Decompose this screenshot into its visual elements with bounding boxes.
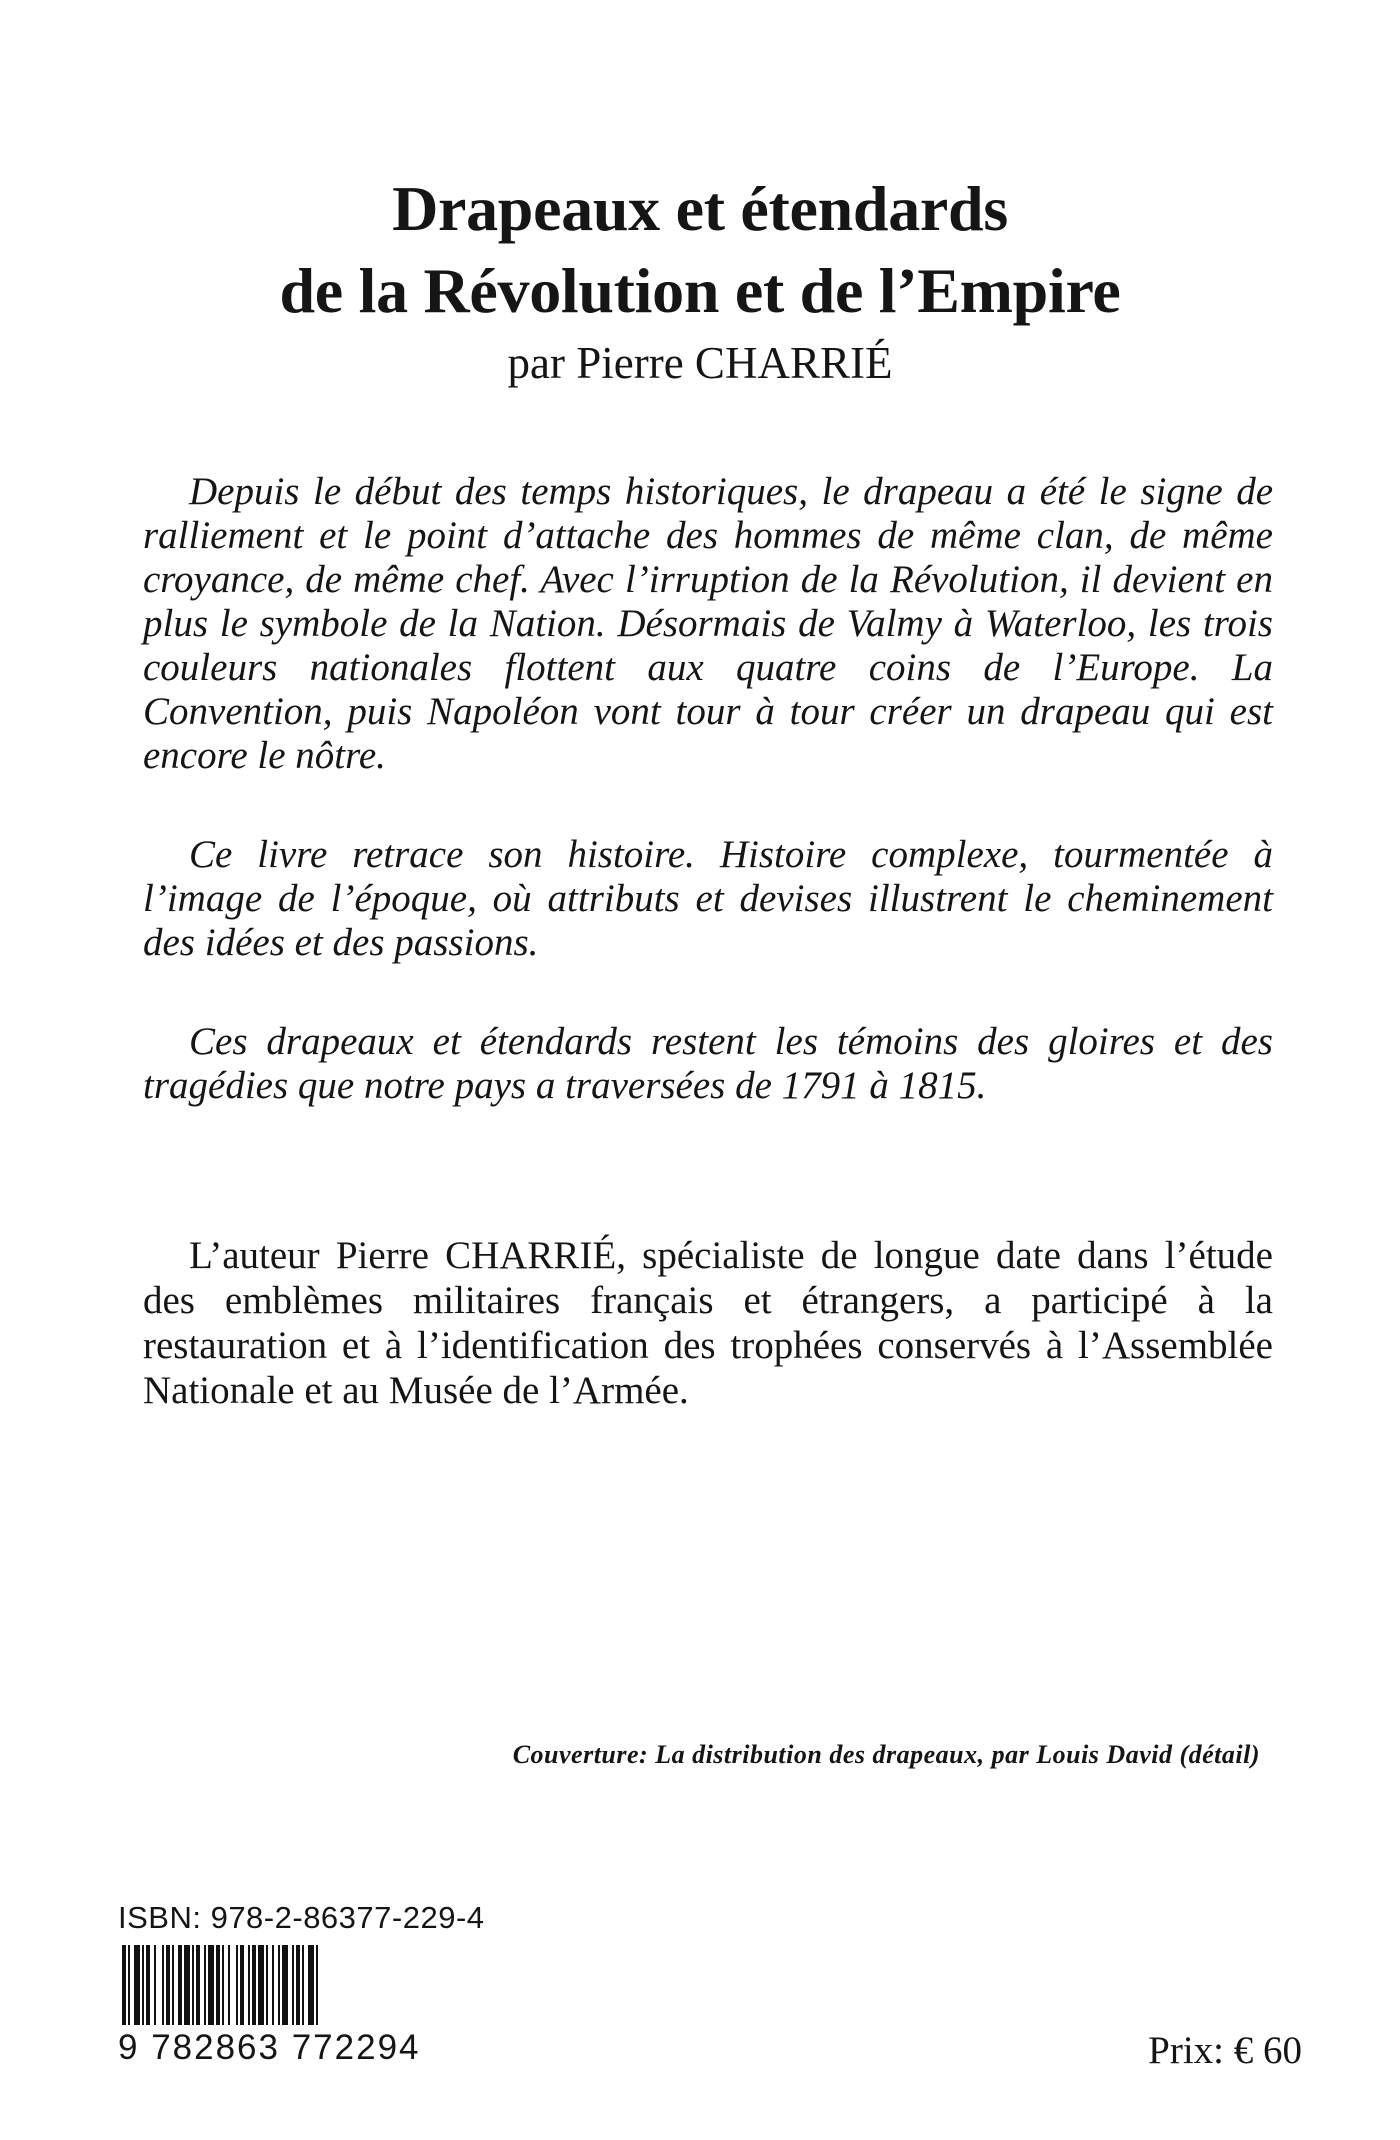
barcode-bar: [208, 1945, 214, 2025]
barcode-bar: [222, 1945, 224, 2025]
barcode-bar: [292, 1945, 294, 2025]
barcode-bar: [178, 1945, 182, 2025]
blurb-text-1: Depuis le début des temps historiques, le drapeau a été le signe de ralliement et le point d’attache des hommes de même clan, de même croyance, de même chef. Avec l’irruption de la Révolution, il devient en plus le symbole de la Nation. Désormais de Valmy à Waterloo, les trois couleurs nationales flottent aux quatre coins de l’Europe. La Convention, puis Napoléon vont tour à tour créer un drapeau qui est encore le nôtre.: [143, 470, 1273, 777]
barcode-bar: [282, 1945, 288, 2025]
blurb-paragraph-2: [143, 833, 1273, 965]
book-title-line-1: Drapeaux et étendards: [392, 173, 1008, 244]
barcode-bar: [162, 1945, 164, 2025]
author-bio-text: L’auteur Pierre CHARRIÉ, spécialiste de longue date dans l’étude des emblèmes militaires français et étrangers, a participé à la restauration et à l’identification des trophées conservés à l’Assemblée Nationale et au Musée de l’Armée.: [143, 1234, 1273, 1412]
barcode-bar: [172, 1945, 174, 2025]
blurb-text-3: Ces drapeaux et étendards restent les témoins des gloires et des tragédies que notre pays a traversées de 1791 à 1815.: [143, 1020, 1273, 1107]
barcode-image: [118, 1945, 428, 2025]
isbn-label: ISBN: 978-2-86377-229-4: [118, 1900, 485, 1935]
barcode-bar: [278, 1945, 280, 2025]
blurb-paragraph-3: [143, 1020, 1273, 1108]
barcode-bar: [308, 1945, 314, 2025]
barcode-bar: [154, 1945, 156, 2025]
author-byline: par Pierre CHARRIÉ: [507, 338, 893, 388]
barcode-bar: [122, 1945, 126, 2025]
barcode-bar: [204, 1945, 206, 2025]
blurb-text-2: Ce livre retrace son histoire. Histoire complexe, tourmentée à l’image de l’époque, où attributs et devises illustrent le cheminement des idées et des passions.: [143, 833, 1273, 964]
barcode-bar: [196, 1945, 200, 2025]
barcode-bar: [258, 1945, 264, 2025]
barcode-bar: [134, 1945, 140, 2025]
title-block: [0, 168, 1400, 394]
blurb-paragraph-1: [143, 470, 1273, 778]
barcode-bar: [240, 1945, 244, 2025]
price-label: Prix: € 60: [1148, 2029, 1302, 2072]
barcode-bar: [236, 1945, 238, 2025]
author-bio: [143, 1233, 1273, 1413]
barcode-bar: [252, 1945, 256, 2025]
barcode-bar: [248, 1945, 250, 2025]
barcode-bar: [128, 1945, 130, 2025]
barcode-bar: [216, 1945, 220, 2025]
barcode-bar: [266, 1945, 268, 2025]
barcode-bar: [272, 1945, 274, 2025]
barcode-bar: [166, 1945, 170, 2025]
barcode-bar: [146, 1945, 150, 2025]
barcode-bar: [296, 1945, 300, 2025]
barcode-bar: [302, 1945, 304, 2025]
barcode-bar: [142, 1945, 144, 2025]
barcode-bar: [316, 1945, 318, 2025]
cover-caption: Couverture: La distribution des drapeaux, par Louis David (détail): [512, 1740, 1260, 1769]
barcode-bar: [228, 1945, 230, 2025]
barcode-bar: [192, 1945, 194, 2025]
barcode-bar: [184, 1945, 190, 2025]
book-title-line-2: de la Révolution et de l’Empire: [279, 255, 1121, 326]
barcode-digits: 9 782863 772294: [118, 2028, 421, 2067]
